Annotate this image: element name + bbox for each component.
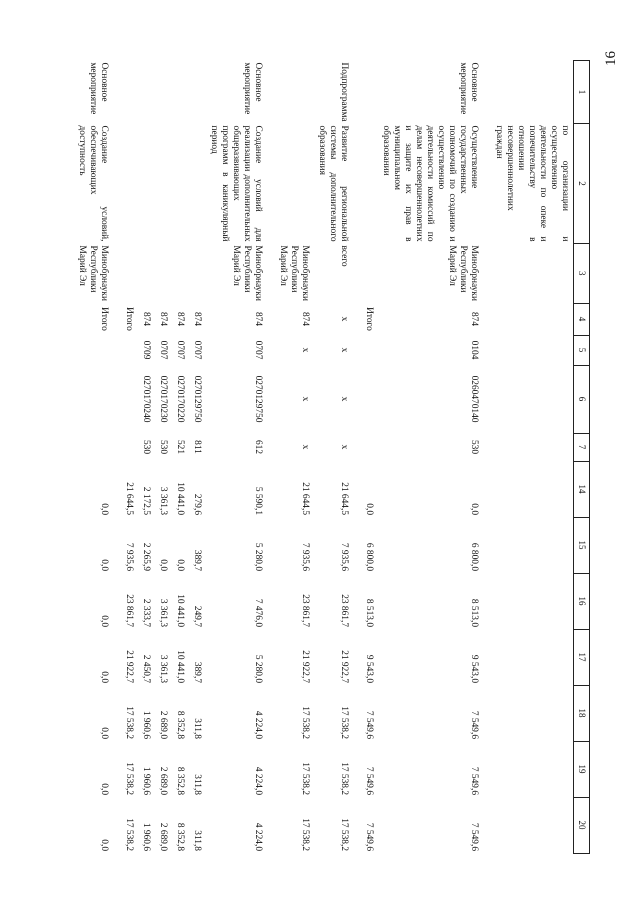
table-cell-c15: 0,0 [158, 559, 168, 571]
table-cell-c16: 23 861,7 [124, 594, 134, 627]
table-cell-c2 [120, 124, 137, 244]
table-cell-c19: 311,8 [192, 774, 202, 795]
table-cell-c3 [154, 244, 171, 303]
table-cell-c4: Итого [124, 307, 134, 331]
table-cell-c18: 17 538,2 [124, 706, 134, 739]
table-cell-c6: 0270170230 [158, 375, 168, 423]
table-cell-c6: 0270129750 [192, 375, 202, 423]
table-cell-c14: 0,0 [469, 503, 479, 515]
table-cell-c15: 7 935,6 [339, 542, 349, 571]
table-cell-c7 [120, 433, 137, 461]
row-spacer [352, 61, 360, 854]
table-cell-c17: 10 441,0 [175, 650, 185, 683]
table-cell-c19: 4 224,0 [253, 766, 263, 795]
table-cell-c19: 17 538,2 [300, 762, 310, 795]
table-cell-c17: 0,0 [99, 671, 109, 683]
table-cell-c20: 4 224,0 [253, 822, 263, 851]
table-cell-c2 [360, 124, 377, 244]
table-cell-c19: 8 352,8 [175, 766, 185, 795]
table-cell-c20 [490, 797, 574, 853]
table-cell-c7 [490, 433, 574, 461]
table-cell-c18 [490, 685, 574, 741]
table-cell-c14: 21 644,5 [300, 482, 310, 515]
budget-table [73, 60, 590, 854]
table-cell-c5 [360, 335, 377, 365]
table-cell-c14: 21 644,5 [124, 482, 134, 515]
table-cell-c2: Создание условий для реализации дополнительных общеразвивающих программ в каникулярный период [209, 125, 263, 242]
table-cell-c2 [171, 124, 188, 244]
table-row [360, 61, 377, 854]
table-cell-c15: 0,0 [175, 559, 185, 571]
column-header-15: 15 [574, 517, 590, 573]
table-cell-c3: Минобрнауки Республики Марий Эл [231, 245, 263, 301]
table-cell-c7: 530 [141, 439, 151, 455]
table-cell-c19: 7 549,6 [469, 766, 479, 795]
column-header-14: 14 [574, 461, 590, 517]
table-cell-c2: Развитие региональной системы дополнительного образования [317, 125, 349, 242]
table-cell-c14: 5 590,1 [253, 486, 263, 515]
table-cell-c5: 0707 [192, 340, 202, 360]
table-cell-c20: 2 689,0 [158, 822, 168, 851]
table-cell-c15: 6 800,0 [469, 542, 479, 571]
page-number: 16 [603, 51, 619, 66]
table-cell-c14 [490, 461, 574, 517]
table-cell-c3: Минобрнауки Республики Марий Эл [447, 245, 479, 301]
table-cell-c14: 0,0 [99, 503, 109, 515]
table-cell-c17: 21 922,7 [300, 650, 310, 683]
table-cell-c5 [73, 335, 112, 365]
column-header-20: 20 [574, 797, 590, 853]
table-cell-c1 [188, 61, 205, 124]
table-cell-c16: 8 513,0 [469, 598, 479, 627]
table-cell-c4: 874 [158, 311, 168, 327]
table-cell-c17: 21 922,7 [339, 650, 349, 683]
table-cell-c14: 10 441,0 [175, 482, 185, 515]
table-cell-c16: 7 476,0 [253, 598, 263, 627]
table-cell-c5: 0707 [253, 340, 263, 360]
column-header-16: 16 [574, 573, 590, 629]
table-cell-c2 [154, 124, 171, 244]
table-cell-c17: 3 361,3 [158, 654, 168, 683]
table-cell-c1 [490, 61, 574, 124]
table-cell-c7: x [339, 444, 349, 450]
table-cell-c18: 17 538,2 [339, 706, 349, 739]
table-cell-c5: 0104 [469, 340, 479, 360]
table-cell-c16: 10 441,0 [175, 594, 185, 627]
table-cell-c19: 2 689,0 [158, 766, 168, 795]
table-cell-c4: 874 [253, 311, 263, 327]
table-cell-c15: 7 935,6 [124, 542, 134, 571]
table-cell-c1: Основное мероприятие [242, 62, 263, 115]
table-cell-c20: 17 538,2 [300, 818, 310, 851]
table-cell-c6: 0260470140 [469, 375, 479, 423]
table-cell-c2 [137, 124, 154, 244]
table-cell-c16: 23 861,7 [339, 594, 349, 627]
table-cell-c6: 0270170220 [175, 375, 185, 423]
column-header-4: 4 [574, 303, 590, 335]
table-cell-c14: 21 644,5 [339, 482, 349, 515]
table-cell-c6: x [300, 396, 310, 402]
table-cell-c4: Итого [364, 307, 374, 331]
table-cell-c7: 530 [158, 439, 168, 455]
table-cell-c6 [120, 365, 137, 433]
table-cell-c15 [490, 517, 574, 573]
table-cell-c18: 17 538,2 [300, 706, 310, 739]
column-header-5: 5 [574, 335, 590, 365]
table-cell-c4: Итого [99, 307, 109, 331]
table-cell-c1 [137, 61, 154, 124]
table-cell-c7 [73, 433, 112, 461]
table-cell-c1: Подпрограмма [339, 62, 349, 122]
table-cell-c2: по организации и осуществлению деятельности по опеке и попечительству в отношении несовершеннолетних граждан [494, 125, 570, 242]
row-spacer [482, 61, 490, 854]
table-cell-c5 [490, 335, 574, 365]
column-header-17: 17 [574, 629, 590, 685]
table-cell-c3 [490, 244, 574, 303]
table-cell-c20: 8 352,8 [175, 822, 185, 851]
table-cell-c19 [490, 741, 574, 797]
table-cell-c6: x [339, 396, 349, 402]
table-cell-c5: x [339, 347, 349, 353]
table-cell-c14: 2 172,5 [141, 486, 151, 515]
table-cell-c18: 0,0 [99, 727, 109, 739]
table-cell-c3: всего [339, 245, 349, 267]
table-cell-c5 [120, 335, 137, 365]
table-row [188, 61, 205, 854]
table-row [73, 61, 112, 854]
table-cell-c20: 0,0 [99, 839, 109, 851]
table-cell-c19: 0,0 [99, 783, 109, 795]
table-cell-c18: 7 549,6 [364, 710, 374, 739]
table-cell-c20: 17 538,2 [124, 818, 134, 851]
table-cell-c1 [360, 61, 377, 124]
table-cell-c18: 311,8 [192, 718, 202, 739]
table-row [313, 61, 352, 854]
table-cell-c6 [73, 365, 112, 433]
table-cell-c15: 7 935,6 [300, 542, 310, 571]
table-cell-c6 [490, 365, 574, 433]
table-cell-c14: 3 361,3 [158, 486, 168, 515]
table-cell-c18: 2 689,0 [158, 710, 168, 739]
table-cell-c5: 0707 [175, 340, 185, 360]
table-cell-c4: x [339, 316, 349, 322]
table-cell-c4: 874 [300, 311, 310, 327]
table-cell-c18: 7 549,6 [469, 710, 479, 739]
table-cell-c2 [188, 124, 205, 244]
table-cell-c16: 23 861,7 [300, 594, 310, 627]
table-cell-c15: 5 280,0 [253, 542, 263, 571]
column-header-3: 3 [574, 244, 590, 303]
table-cell-c17: 9 543,0 [364, 654, 374, 683]
table-cell-c3: Минобрнауки Республики Марий Эл [278, 245, 310, 301]
table-row [205, 61, 266, 854]
table-cell-c3 [137, 244, 154, 303]
table-cell-c20: 1 960,6 [141, 822, 151, 851]
table-cell-c4 [490, 303, 574, 335]
table-header [574, 61, 590, 854]
table-cell-c7: 530 [469, 439, 479, 455]
row-spacer [112, 61, 120, 854]
table-row [171, 61, 188, 854]
table-row [120, 61, 137, 854]
table-cell-c4: 874 [192, 311, 202, 327]
table-cell-c1 [274, 61, 313, 124]
table-cell-c1: Основное мероприятие [88, 62, 109, 115]
table-row [137, 61, 154, 854]
table-cell-c6 [360, 365, 377, 433]
table-cell-c15: 6 800,0 [364, 542, 374, 571]
table-cell-c3 [360, 244, 377, 303]
table-cell-c7 [360, 433, 377, 461]
table-cell-c7: 521 [175, 439, 185, 455]
table-row [490, 61, 574, 854]
table-cell-c19: 17 538,2 [124, 762, 134, 795]
table-cell-c19: 7 549,6 [364, 766, 374, 795]
table-body [73, 61, 574, 854]
table-cell-c14: 0,0 [364, 503, 374, 515]
table-cell-c5: x [300, 347, 310, 353]
table-cell-c17: 2 450,7 [141, 654, 151, 683]
table-cell-c17: 9 543,0 [469, 654, 479, 683]
table-cell-c1 [171, 61, 188, 124]
table-cell-c7: 612 [253, 439, 263, 455]
table-row [154, 61, 171, 854]
table-cell-c1 [120, 61, 137, 124]
table-cell-c18: 1 960,6 [141, 710, 151, 739]
table-row [377, 61, 482, 854]
table-cell-c6: 0270129750 [253, 375, 263, 423]
table-cell-c14: 279,6 [192, 493, 202, 515]
table-cell-c16: 2 333,7 [141, 598, 151, 627]
header-row [574, 61, 590, 854]
table-cell-c18: 4 224,0 [253, 710, 263, 739]
table-cell-c5: 0709 [141, 340, 151, 360]
table-cell-c2: Осуществление государственных полномочий по созданию и осуществлению деятельности комиссий по делам несовершеннолетних и защите их прав в муниципальном образовании [381, 125, 479, 242]
table-cell-c17: 5 280,0 [253, 654, 263, 683]
column-header-1: 1 [574, 61, 590, 124]
table-cell-c19: 1 960,6 [141, 766, 151, 795]
table-cell-c15: 0,0 [99, 559, 109, 571]
table-cell-c20: 311,8 [192, 830, 202, 851]
table-cell-c4: 874 [469, 311, 479, 327]
table-cell-c3: Минобрнауки Республики Марий Эл [77, 245, 109, 301]
table-cell-c17 [490, 629, 574, 685]
table-cell-c16 [490, 573, 574, 629]
table-cell-c1 [154, 61, 171, 124]
table-cell-c5: 0707 [158, 340, 168, 360]
table-cell-c16: 3 361,3 [158, 598, 168, 627]
table-cell-c3 [120, 244, 137, 303]
table-cell-c4: 874 [141, 311, 151, 327]
table-cell-c20: 7 549,6 [469, 822, 479, 851]
table-cell-c15: 2 265,9 [141, 542, 151, 571]
column-header-6: 6 [574, 365, 590, 433]
table-cell-c1: Основное мероприятие [458, 62, 479, 115]
table-cell-c15: 389,7 [192, 549, 202, 571]
table-cell-c17: 21 922,7 [124, 650, 134, 683]
column-header-18: 18 [574, 685, 590, 741]
table-cell-c7: 811 [192, 440, 202, 454]
table-cell-c2: Создание условий, обеспечивающих доступность [77, 125, 109, 242]
table-cell-c19: 17 538,2 [339, 762, 349, 795]
column-header-2: 2 [574, 124, 590, 244]
table-cell-c2 [274, 124, 313, 244]
row-spacer [266, 61, 274, 854]
table-cell-c16: 0,0 [99, 615, 109, 627]
table-row [274, 61, 313, 854]
column-header-7: 7 [574, 433, 590, 461]
table-cell-c7: x [300, 444, 310, 450]
table-cell-c16: 249,7 [192, 605, 202, 627]
table-cell-c6: 0270170240 [141, 375, 151, 423]
table-cell-c18: 8 352,8 [175, 710, 185, 739]
column-header-19: 19 [574, 741, 590, 797]
table-cell-c3 [171, 244, 188, 303]
table-cell-c16: 8 513,0 [364, 598, 374, 627]
table-cell-c20: 17 538,2 [339, 818, 349, 851]
table-cell-c3 [188, 244, 205, 303]
table-cell-c4: 874 [175, 311, 185, 327]
table-cell-c20: 7 549,6 [364, 822, 374, 851]
table-cell-c17: 389,7 [192, 661, 202, 683]
